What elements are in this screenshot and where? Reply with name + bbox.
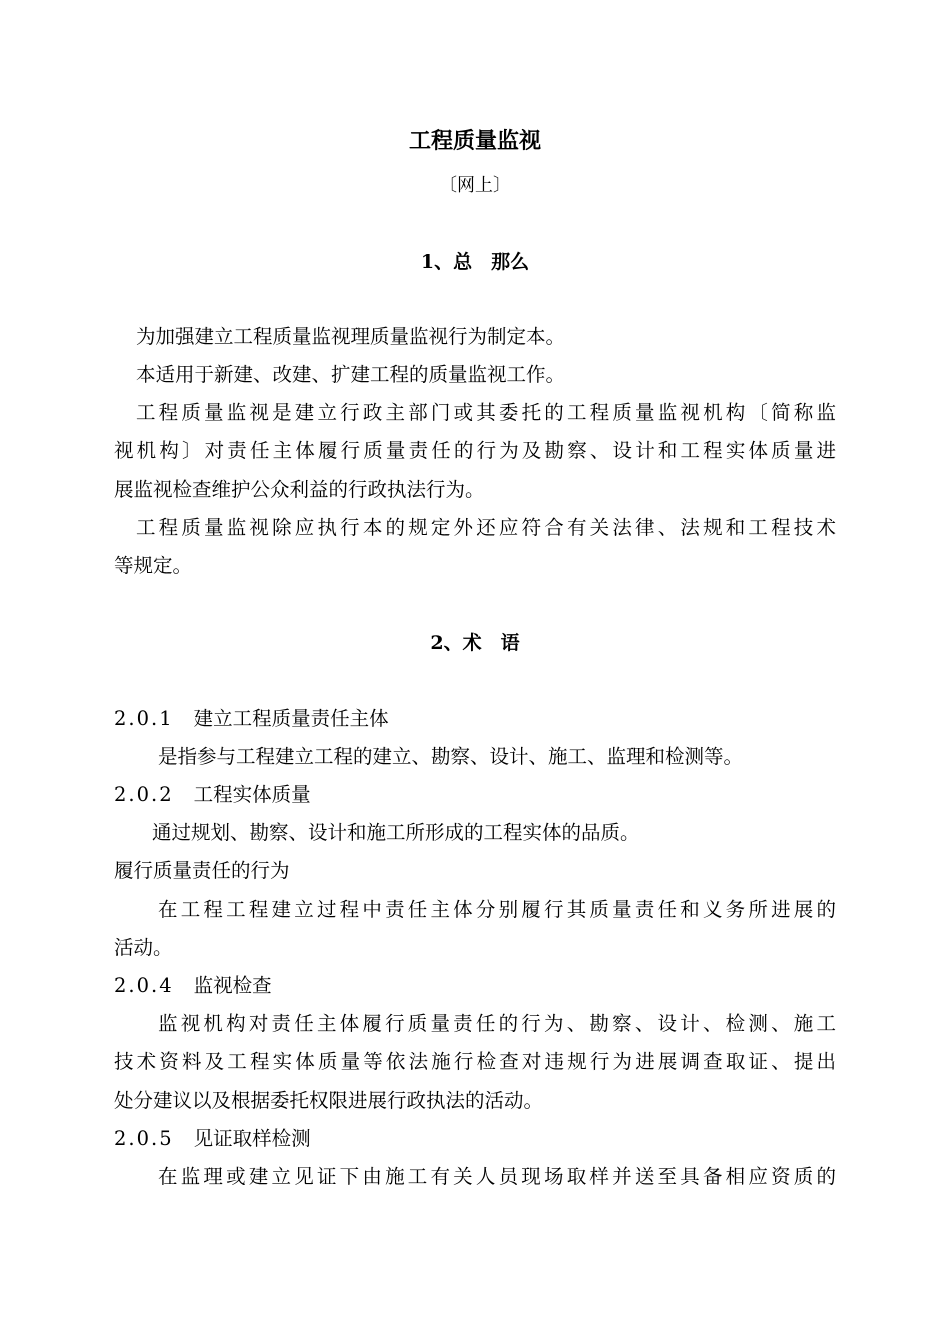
term-title: 见证取样检测: [193, 1127, 311, 1150]
term-entry: [114, 1124, 311, 1154]
definition-line: 技术资料及工程实体质量等依法施行检查对违规行为进展调查取证、提出: [114, 1050, 836, 1073]
paragraph-line: 工程质量监视是建立行政主部门或其委托的工程质量监视机构〔简称监: [136, 401, 836, 424]
section-1-heading: 1、总 那么: [420, 251, 530, 273]
term-title: 建立工程质量责任主体: [193, 707, 389, 730]
definition-line: 处分建议以及根据委托权限进展行政执法的活动。: [114, 1089, 544, 1112]
document-subtitle: 〔网上〕: [439, 175, 511, 196]
paragraph-line: 等规定。: [114, 554, 193, 577]
paragraph-line: 视机构〕对责任主体履行质量责任的行为及勘察、设计和工程实体质量进: [114, 439, 836, 462]
definition-line: 是指参与工程建立工程的建立、勘察、设计、施工、监理和检测等。: [158, 745, 744, 768]
term-number: 2.0.4: [114, 974, 174, 997]
paragraph-line: 展监视检查维护公众利益的行政执法行为。: [114, 478, 485, 501]
term-title: 监视检查: [193, 974, 272, 997]
term-entry: [114, 971, 272, 1001]
paragraph-line: 为加强建立工程质量监视理质量监视行为制定本。: [136, 325, 566, 348]
document-title: 工程质量监视: [408, 129, 541, 154]
term-title: 工程实体质量: [193, 783, 311, 806]
term-number: 2.0.2: [114, 783, 174, 806]
definition-line: 在工程工程建立过程中责任主体分别履行其质量责任和义务所进展的: [158, 898, 836, 921]
definition-line: 通过规划、勘察、设计和施工所形成的工程实体的品质。: [152, 821, 640, 844]
term-entry: [114, 704, 389, 734]
term-entry: [114, 780, 311, 810]
term-title: 履行质量责任的行为: [114, 859, 290, 882]
definition-line: 活动。: [114, 936, 173, 959]
definition-line: 监视机构对责任主体履行质量责任的行为、勘察、设计、检测、施工: [158, 1012, 836, 1035]
paragraph-line: 本适用于新建、改建、扩建工程的质量监视工作。: [136, 363, 566, 386]
term-number: 2.0.5: [114, 1127, 174, 1150]
definition-line: 在监理或建立见证下由施工有关人员现场取样并送至具备相应资质的: [158, 1165, 836, 1188]
paragraph-line: 工程质量监视除应执行本的规定外还应符合有关法律、法规和工程技术: [136, 516, 836, 539]
section-2-heading: 2、术 语: [430, 632, 520, 654]
term-number: 2.0.1: [114, 707, 174, 730]
